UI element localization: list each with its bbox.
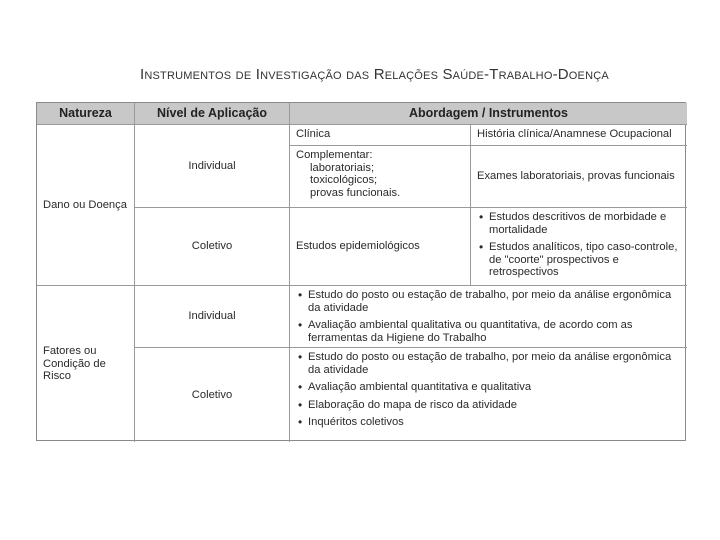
natureza-dano-label: Dano ou Doença: [43, 198, 127, 211]
abordagem-epidemiologicos: [290, 208, 471, 286]
nivel-fatores-coletivo-label: Coletivo: [191, 388, 233, 401]
instrumento-epidemiologicos: [471, 208, 687, 286]
complementar-item: provas funcionais.: [310, 186, 401, 199]
instrumento-complementar-label: Exames laboratoriais, provas funcionais: [477, 170, 675, 183]
nivel-dano-coletivo-label: Coletivo: [191, 240, 233, 253]
complementar-item: toxicológicos;: [310, 174, 378, 186]
nivel-dano-individual: [135, 125, 290, 208]
abordagem-clinica: [290, 125, 471, 146]
fatores-coletivo-list: [296, 351, 681, 429]
nivel-dano-individual-label: Individual: [188, 159, 236, 172]
list-item: • Estudo do posto ou estação de trabalho, por meio da análise ergonômica da atividade: [308, 351, 681, 376]
epidemiologicos-list: [477, 211, 681, 279]
abordagem-epidemiologicos-label: Estudos epidemiológicos: [296, 240, 420, 253]
natureza-fatores: [37, 286, 135, 442]
natureza-fatores-line: Risco: [43, 370, 71, 383]
abordagem-complementar: [290, 146, 471, 208]
complementar-item: laboratoriais;: [310, 161, 375, 174]
list-item: • Elaboração do mapa de risco da atividade: [308, 399, 681, 412]
nivel-fatores-coletivo: [135, 348, 290, 442]
header-nivel: Nível de Aplicação: [135, 103, 290, 125]
instrumento-clinica: [471, 125, 687, 146]
list-item: • Estudo do posto ou estação de trabalho, por meio da análise ergonômica da atividade: [308, 289, 681, 314]
instruments-table: [36, 102, 686, 441]
header-natureza: Natureza: [37, 103, 135, 125]
list-item: • Avaliação ambiental quantitativa e qualitativa: [308, 381, 681, 394]
page-title: Instrumentos de Investigação das Relações Saúde-Trabalho-Doença: [140, 66, 609, 83]
list-item: • Estudos descritivos de morbidade e mortalidade: [489, 211, 681, 236]
list-item: • Inquéritos coletivos: [308, 416, 681, 429]
abordagem-clinica-label: Clínica: [296, 128, 331, 140]
natureza-fatores-line: Condição de: [43, 357, 106, 370]
natureza-dano: [37, 125, 135, 286]
natureza-fatores-line: Fatores ou: [43, 345, 97, 358]
nivel-fatores-individual: [135, 286, 290, 348]
instrumento-clinica-label: História clínica/Anamnese Ocupacional: [477, 128, 672, 140]
header-abordagem: Abordagem / Instrumentos: [290, 103, 687, 125]
fatores-individual-instrumentos: [290, 286, 687, 348]
abordagem-complementar-label: Complementar:: [296, 149, 373, 161]
nivel-fatores-individual-label: Individual: [188, 310, 236, 323]
fatores-individual-list: [296, 289, 681, 344]
list-item: • Estudos analíticos, tipo caso-controle, de "coorte" prospectivos e retrospectivos: [489, 241, 681, 279]
instrumento-complementar: [471, 146, 687, 208]
list-item: • Avaliação ambiental qualitativa ou quantitativa, de acordo com as ferramentas da Higiene do Trabalho: [308, 319, 681, 344]
fatores-coletivo-instrumentos: [290, 348, 687, 442]
nivel-dano-coletivo: [135, 208, 290, 286]
